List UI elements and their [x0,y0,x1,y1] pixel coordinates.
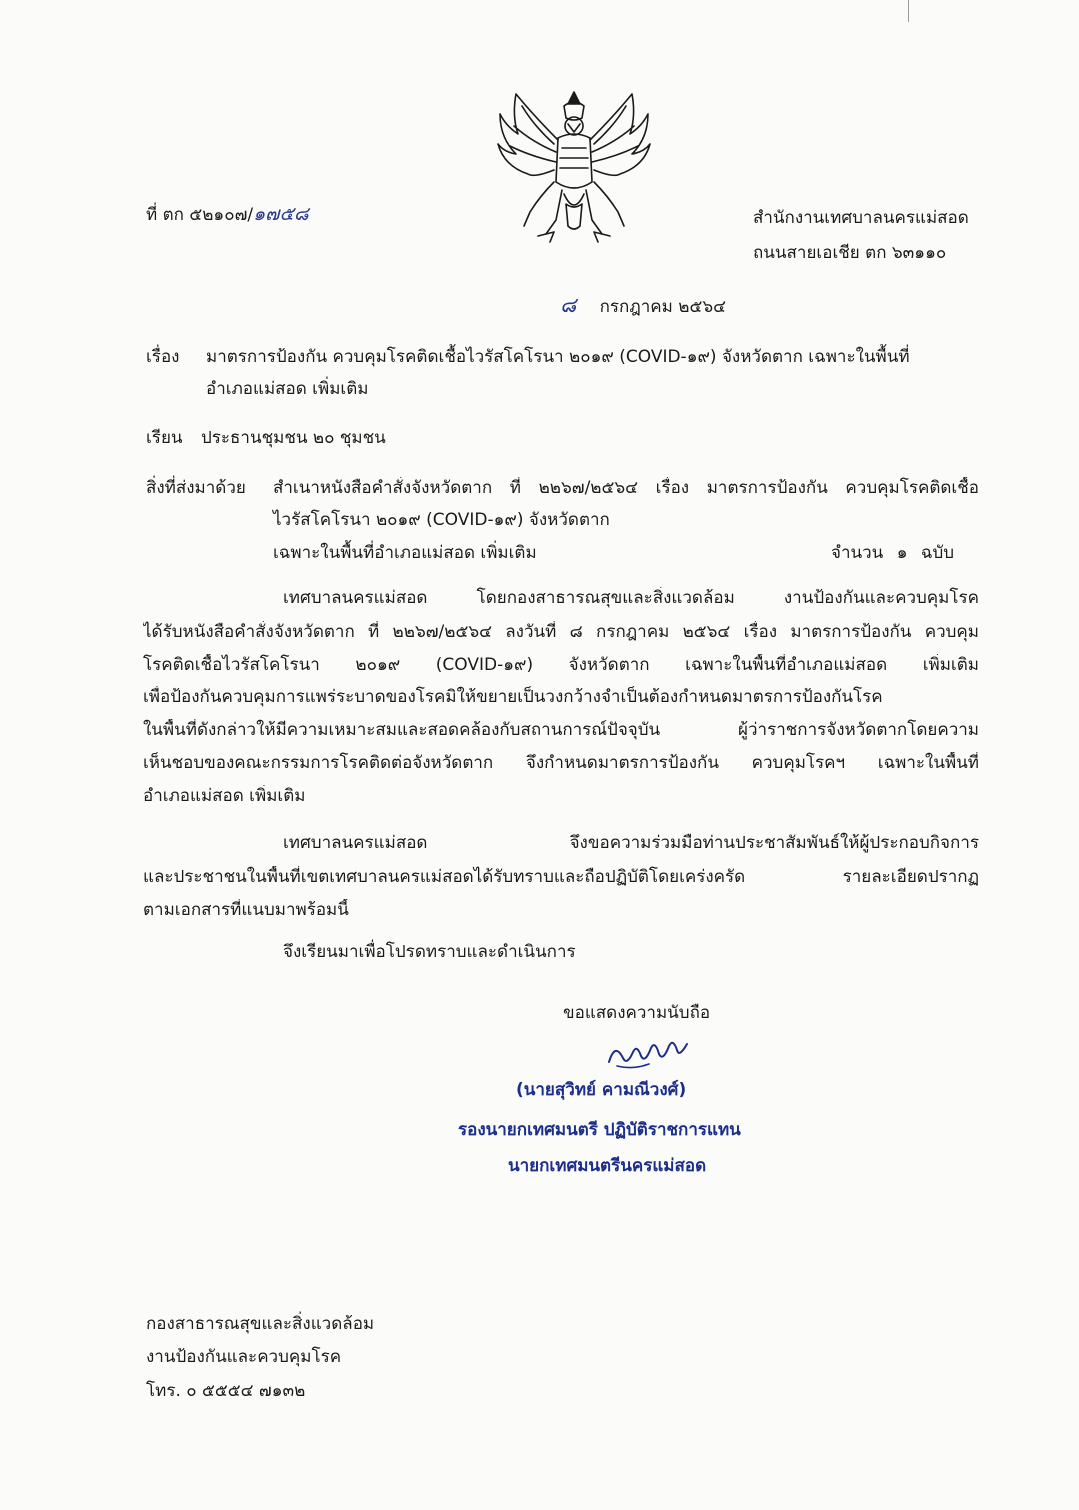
office-name: สำนักงานเทศบาลนครแม่สอด [753,208,969,228]
closing-salutation: ขอแสดงความนับถือ [563,1003,711,1023]
paragraph-1-line: อำเภอแม่สอด เพิ่มเติม [143,786,306,806]
signatory-position-2: นายกเทศมนตรีนครแม่สอด [508,1156,707,1176]
subject-label: เรื่อง [146,347,180,367]
date-day-handwritten: ๘ [560,293,577,317]
to-label: เรียน [146,428,183,448]
paragraph-2-line: ตามเอกสารที่แนบมาพร้อมนี้ [143,900,349,920]
paragraph-1-line: เห็นชอบของคณะกรรมการโรคติดต่อจังหวัดตาก จึงกำหนดมาตรการป้องกัน ควบคุมโรคฯ เฉพาะในพื้นที่ [143,753,979,773]
paragraph-2-line: และประชาชนในพื้นที่เขตเทศบาลนครแม่สอดได้รับทราบและถือปฏิบัติโดยเคร่งครัด รายละเอียดปรากฏ [143,867,979,887]
reference-prefix: ที่ ตก ๕๒๑๐๗/ [146,205,254,225]
garuda-emblem-icon [494,86,654,244]
office-address: ถนนสายเอเชีย ตก ๖๓๑๑๐ [753,243,947,263]
letter-date [560,294,726,318]
closing-line: จึงเรียนมาเพื่อโปรดทราบและดำเนินการ [283,942,576,962]
paragraph-1-line: โรคติดเชื้อไวรัสโคโรนา ๒๐๑๙ (COVID-๑๙) จังหวัดตาก เฉพาะในพื้นที่อำเภอแม่สอด เพิ่มเติม [143,655,979,675]
subject-line-2: อำเภอแม่สอด เพิ่มเติม [206,379,369,399]
paragraph-1-line: ได้รับหนังสือคำสั่งจังหวัดตาก ที่ ๒๒๖๗/๒๕๖๔ ลงวันที่ ๘ กรกฎาคม ๒๕๖๔ เรื่อง มาตรการป้องกัน ควบคุม [143,622,979,642]
date-month-year: กรกฎาคม ๒๕๖๔ [599,297,726,317]
reference-handwritten: ๑๗๕๘ [253,203,309,225]
reference-number [146,203,309,226]
enclosure-line-2: ไวรัสโคโรนา ๒๐๑๙ (COVID-๑๙) จังหวัดตาก [273,510,610,530]
enclosure-count: จำนวน ๑ ฉบับ [831,543,955,563]
footer-department: กองสาธารณสุขและสิ่งแวดล้อม [146,1314,375,1334]
footer-section: งานป้องกันและควบคุมโรค [146,1347,342,1367]
paragraph-2-line: เทศบาลนครแม่สอด จึงขอความร่วมมือท่านประชาสัมพันธ์ให้ผู้ประกอบกิจการ [283,833,979,853]
signatory-position-1: รองนายกเทศมนตรี ปฏิบัติราชการแทน [458,1120,741,1140]
paragraph-1-line: ในพื้นที่ดังกล่าวให้มีความเหมาะสมและสอดคล้องกับสถานการณ์ปัจจุบัน ผู้ว่าราชการจังหวัดตากโดยความ [143,720,979,740]
scan-mark [908,0,909,22]
enclosure-label: สิ่งที่ส่งมาด้วย [146,478,246,498]
paragraph-1-line: เพื่อป้องกันควบคุมการแพร่ระบาดของโรคมิให้ขยายเป็นวงกว้างจำเป็นต้องกำหนดมาตรการป้องกันโรค [143,687,883,707]
subject-line-1: มาตรการป้องกัน ควบคุมโรคติดเชื้อไวรัสโคโรนา ๒๐๑๙ (COVID-๑๙) จังหวัดตาก เฉพาะในพื้นที่ [206,347,910,367]
footer-phone: โทร. ๐ ๕๕๕๔ ๗๑๓๒ [146,1381,306,1401]
enclosure-line-3: เฉพาะในพื้นที่อำเภอแม่สอด เพิ่มเติม [273,543,537,563]
signatory-name: (นายสุวิทย์ คามณีวงศ์) [516,1080,687,1100]
handwritten-signature [603,1032,693,1072]
paragraph-1-line: เทศบาลนครแม่สอด โดยกองสาธารณสุขและสิ่งแวดล้อม งานป้องกันและควบคุมโรค [283,588,979,608]
enclosure-line-1: สำเนาหนังสือคำสั่งจังหวัดตาก ที่ ๒๒๖๗/๒๕๖๔ เรื่อง มาตรการป้องกัน ควบคุมโรคติดเชื้อ [273,478,979,498]
to-value: ประธานชุมชน ๒๐ ชุมชน [201,428,386,448]
